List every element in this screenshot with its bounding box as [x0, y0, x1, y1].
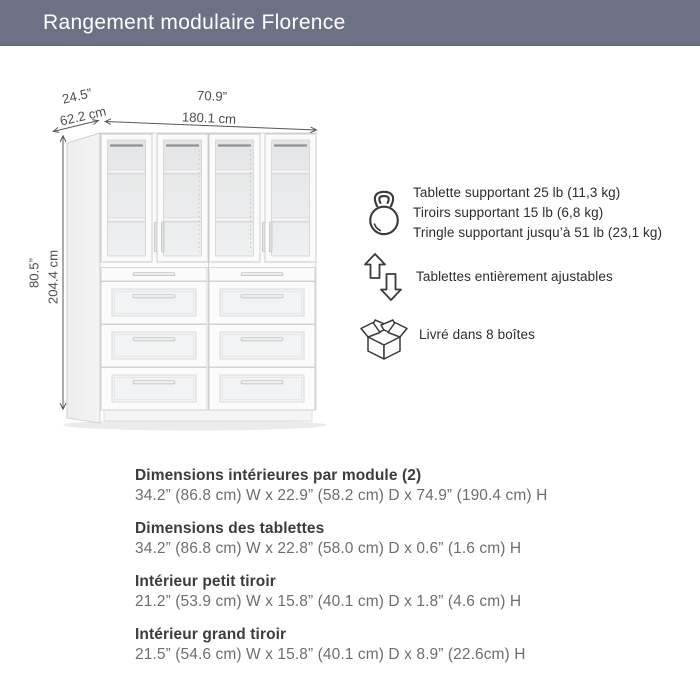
feature-shipping	[360, 309, 690, 361]
feature-line: Tringle supportant jusqu’à 51 lb (23,1 kg)	[413, 225, 663, 240]
spec-value: 21.2” (53.9 cm) W x 15.8” (40.1 cm) D x 1.8” (4.6 cm) H	[135, 593, 522, 610]
feature-line: Tablette supportant 25 lb (11,3 kg)	[413, 185, 621, 200]
drawer-handle	[133, 295, 175, 298]
height-cm-label: 204.4 cm	[45, 249, 61, 305]
feature-adjustable-shelves	[363, 252, 693, 302]
drawer-handle	[241, 338, 283, 341]
shelf	[108, 170, 146, 173]
shelf	[216, 218, 254, 221]
large-drawer	[101, 368, 207, 411]
door-handle	[162, 222, 165, 252]
feature-line: Tiroirs supportant 15 lb (6,8 kg)	[413, 205, 604, 220]
height-inches-label: 80.5”	[26, 257, 42, 289]
feature-text	[416, 267, 613, 287]
glass-door	[265, 134, 316, 262]
depth-cm-label: 62.2 cm	[58, 103, 108, 129]
shipping-box-icon	[360, 309, 408, 361]
shelf	[164, 170, 202, 173]
large-drawer	[101, 282, 207, 325]
spec-small-drawer	[135, 572, 605, 612]
width-inches-label: 70.9”	[196, 87, 228, 105]
spec-interior-module	[135, 466, 605, 506]
cabinet	[67, 133, 316, 423]
large-drawer	[209, 368, 315, 411]
spec-value: 34.2” (86.8 cm) W x 22.9” (58.2 cm) D x 74.9” (190.4 cm) H	[135, 487, 548, 504]
feature-text	[419, 325, 535, 345]
feature-weight-capacity	[366, 183, 696, 243]
kettlebell-icon	[366, 188, 402, 238]
cabinet-side-panel	[67, 133, 100, 423]
glass-door	[101, 134, 157, 262]
large-drawer	[209, 282, 315, 325]
shelf	[272, 218, 310, 221]
shelf	[216, 170, 254, 173]
spec-shelves	[135, 519, 605, 559]
small-drawer	[209, 268, 315, 282]
drawer-handle	[133, 273, 175, 276]
width-cm-label: 180.1 cm	[181, 109, 237, 127]
header-bar	[0, 0, 700, 46]
spec-list	[135, 466, 605, 678]
spec-large-drawer	[135, 625, 605, 665]
spec-value: 34.2” (86.8 cm) W x 22.8” (58.0 cm) D x 0.6” (1.6 cm) H	[135, 540, 522, 557]
product-illustration	[15, 80, 370, 445]
feature-line: Tablettes entièrement ajustables	[416, 269, 613, 284]
spec-title: Intérieur grand tiroir	[135, 626, 287, 643]
drawer-handle	[241, 295, 283, 298]
drawer-handle	[133, 381, 175, 384]
adjustable-arrows-icon	[363, 252, 405, 302]
glass-door	[157, 134, 208, 262]
drawer-handle	[241, 381, 283, 384]
spec-value: 21.5” (54.6 cm) W x 15.8” (40.1 cm) D x 8.9” (22.6cm) H	[135, 646, 526, 663]
large-drawer	[209, 325, 315, 368]
shelf	[108, 218, 146, 221]
feature-line: Livré dans 8 boîtes	[419, 327, 535, 342]
shelf	[272, 170, 310, 173]
spec-title: Intérieur petit tiroir	[135, 573, 276, 590]
door-handle	[270, 222, 273, 252]
glass-door	[209, 134, 265, 262]
page-title: Rangement modulaire Florence	[43, 10, 346, 34]
feature-text	[413, 183, 662, 243]
small-drawer	[101, 268, 207, 282]
large-drawer	[101, 325, 207, 368]
shelf	[164, 218, 202, 221]
cabinet-kick-base	[104, 410, 312, 421]
depth-inches-label: 24.5”	[60, 85, 94, 107]
drawer-handle	[133, 338, 175, 341]
spec-title: Dimensions des tablettes	[135, 520, 325, 537]
drawer-handle	[241, 273, 283, 276]
spec-title: Dimensions intérieures par module (2)	[135, 467, 422, 484]
